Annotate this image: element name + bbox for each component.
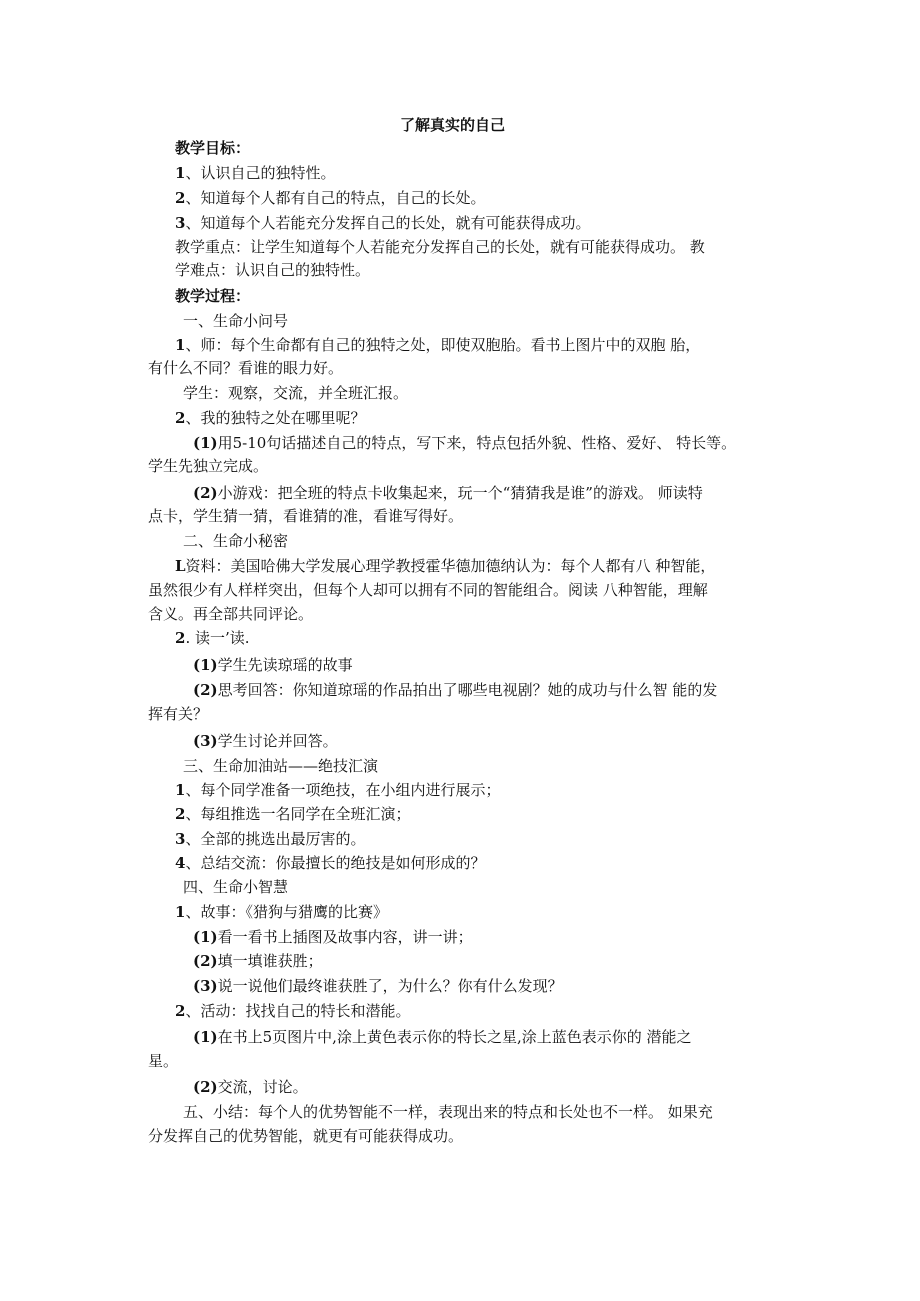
summary-line2: 分发挥自己的优势智能，就更有可能获得成功。: [148, 1127, 464, 1145]
process-heading: 教学过程：: [175, 287, 251, 305]
goal-2: 2、知道每个人都有自己的特点，自己的长处。: [175, 189, 486, 207]
s3-item2: 2、每组推选一名同学在全班汇演；: [175, 805, 411, 823]
section-1-heading: 一、生命小问号: [183, 312, 289, 330]
s1-item1-line2: 有什么不同？看谁的眼力好。: [148, 359, 344, 377]
s4-item1-3: (3)说一说他们最终谁获胜了，为什么？你有什么发现？: [193, 977, 563, 995]
section-4-heading: 四、生命小智慧: [183, 878, 289, 896]
summary-line1: 五、小结：每个人的优势智能不一样，表现出来的特点和长处也不一样。 如果充: [183, 1103, 713, 1121]
section-2-heading: 二、生命小秘密: [183, 532, 289, 550]
s2-item1-line2: 虽然很少有人样样突出，但每个人却可以拥有不同的智能组合。阅读 八种智能，理解: [148, 581, 708, 599]
s4-item1: 1、故事：《猎狗与猎鹰的比赛》: [175, 903, 388, 921]
goal-1: 1、认识自己的独特性。: [175, 164, 336, 182]
s2-item1-line3: 含义。再全部共同评论。: [148, 605, 314, 623]
s2-item2-2-line1: (2)思考回答：你知道琼瑶的作品拍出了哪些电视剧？她的成功与什么智 能的发: [193, 681, 718, 699]
s1-item2-2-line1: (2)小游戏：把全班的特点卡收集起来，玩一个“猜猜我是谁”的游戏。 师读特: [193, 484, 703, 502]
s4-item2-1-line2: 星。: [148, 1052, 179, 1070]
s4-item1-1: (1)看一看书上插图及故事内容，讲一讲；: [193, 928, 473, 946]
s1-item2: 2、我的独特之处在哪里呢？: [175, 409, 366, 427]
s4-item2-2: (2)交流，讨论。: [193, 1078, 308, 1096]
s1-item2-2-line2: 点卡，学生猜一猜，看谁猜的准，看谁写得好。: [148, 507, 464, 525]
s4-item2-1-line1: (1)在书上5页图片中,涂上黄色表示你的特长之星,涂上蓝色表示你的 潜能之: [193, 1028, 692, 1046]
s2-item2-3: (3)学生讨论并回答。: [193, 732, 338, 750]
s2-item2-2-line2: 挥有关？: [148, 705, 209, 723]
s1-item2-1-line1: (1)用5-10句话描述自己的特点，写下来，特点包括外貌、性格、爱好、 特长等。: [193, 434, 737, 452]
section-3-heading: 三、生命加油站——绝技汇演: [183, 757, 379, 775]
key-point: 教学重点：让学生知道每个人若能充分发挥自己的长处，就有可能获得成功。 教: [175, 238, 705, 256]
goals-heading: 教学目标：: [175, 139, 251, 157]
s2-item2: 2. 读一’读.: [175, 629, 250, 647]
s3-item3: 3、全部的挑选出最厉害的。: [175, 830, 366, 848]
s1-item1-line1: 1、师：每个生命都有自己的独特之处，即使双胞胎。看书上图片中的双胞 胎，: [175, 336, 701, 354]
goal-3: 3、知道每个人若能充分发挥自己的长处，就有可能获得成功。: [175, 214, 591, 232]
s2-item2-1: (1)学生先读琼瑶的故事: [193, 656, 353, 674]
document-title: 了解真实的自己: [400, 116, 506, 134]
s3-item1: 1、每个同学准备一项绝技，在小组内进行展示；: [175, 781, 501, 799]
s1-students: 学生：观察，交流，并全班汇报。: [183, 384, 409, 402]
s4-item1-2: (2)填一填谁获胜；: [193, 952, 323, 970]
difficult-point: 学难点：认识自己的独特性。: [175, 261, 371, 279]
s4-item2: 2、活动：找找自己的特长和潜能。: [175, 1002, 411, 1020]
s2-item1-line1: L资料：美国哈佛大学发展心理学教授霍华德加德纳认为：每个人都有八 种智能，: [175, 557, 716, 575]
s3-item4: 4、总结交流：你最擅长的绝技是如何形成的？: [175, 854, 486, 872]
s1-item2-1-line2: 学生先独立完成。: [148, 457, 269, 475]
